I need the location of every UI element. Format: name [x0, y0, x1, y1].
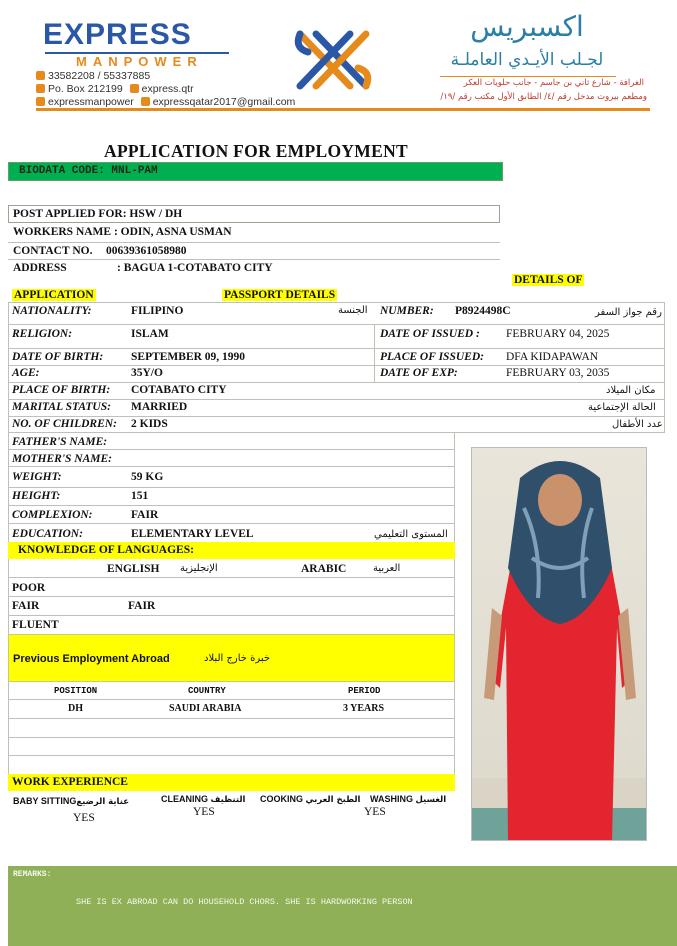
complexion-label: COMPLEXION: — [12, 509, 93, 521]
skill-label: WASHING — [370, 794, 414, 804]
marital-ar: الحالة الإجتماعية — [588, 402, 656, 413]
children-value: 2 KIDS — [131, 418, 168, 430]
divider — [454, 559, 455, 634]
skill-babysitting-value: YES — [73, 812, 95, 824]
lang-arabic-ar: العربية — [373, 563, 401, 574]
age-value: 35Y/O — [131, 367, 163, 379]
post-applied: POST APPLIED FOR: HSW / DH — [13, 208, 183, 220]
col-period: PERIOD — [348, 686, 381, 696]
divider — [8, 382, 665, 383]
divider — [664, 302, 665, 432]
remarks-label: REMARKS: — [13, 870, 52, 879]
instagram-handle[interactable]: expressmanpower — [48, 96, 134, 108]
skill-cleaning — [161, 794, 245, 805]
height-label: HEIGHT: — [12, 490, 61, 502]
instagram-icon — [36, 97, 45, 106]
header-divider — [36, 108, 650, 111]
divider — [8, 348, 665, 349]
divider — [454, 682, 455, 774]
father-label: FATHER'S NAME: — [12, 436, 108, 448]
education-value: ELEMENTARY LEVEL — [131, 528, 254, 540]
issued-date-value: FEBRUARY 04, 2025 — [506, 328, 610, 340]
divider — [8, 466, 455, 467]
exp-label: DATE OF EXP: — [380, 367, 458, 379]
company-header — [0, 0, 677, 120]
social-line — [36, 96, 295, 108]
biodata-code: BIODATA CODE: MNL-PAM — [19, 165, 158, 177]
email-address[interactable]: expressqatar2017@gmail.com — [152, 96, 296, 108]
passport-number-label: NUMBER: — [380, 305, 434, 317]
pobox-line — [36, 83, 194, 95]
level-fluent: FLUENT — [12, 619, 59, 631]
lang-english: ENGLISH — [107, 563, 160, 575]
brand-subtitle-ar: لجـلب الأيـدي العاملـة — [450, 50, 604, 70]
english-fair-value: FAIR — [128, 600, 156, 612]
skill-label: CLEANING — [161, 794, 208, 804]
education-ar: المستوى التعليمي — [374, 529, 448, 540]
languages-heading-bar — [8, 542, 455, 559]
mother-label: MOTHER'S NAME: — [12, 453, 113, 465]
dob-value: SEPTEMBER 09, 1990 — [131, 351, 246, 363]
divider — [8, 324, 665, 325]
divider — [8, 682, 9, 774]
skill-cleaning-value: YES — [193, 806, 215, 818]
email-icon — [141, 97, 150, 106]
phone-numbers: 33582208 / 55337885 — [48, 70, 151, 82]
address-ar-line2: ومطعم بيروت مدخل رقم /٤/ الطابق الأول مكتب رقم /١٩/ — [440, 92, 647, 102]
religion-value: ISLAM — [131, 328, 169, 340]
divider — [8, 399, 665, 400]
divider — [8, 718, 455, 719]
dob-label: DATE OF BIRTH: — [12, 351, 104, 363]
biodata-bar — [8, 162, 503, 181]
passport-details-label: PASSPORT DETAILS — [224, 289, 336, 301]
weight-label: WEIGHT: — [12, 471, 62, 483]
lang-arabic: ARABIC — [301, 563, 347, 575]
divider — [8, 505, 455, 506]
level-fair: FAIR — [12, 600, 40, 612]
skill-label-ar: الغسيل — [415, 795, 447, 805]
applicant-figure-icon — [472, 448, 647, 841]
pob-value: COTABATO CITY — [131, 384, 227, 396]
work-heading: WORK EXPERIENCE — [12, 776, 128, 788]
languages-heading: KNOWLEDGE OF LANGUAGES: — [18, 544, 194, 556]
workers-name: WORKERS NAME : ODIN, ASNA USMAN — [13, 226, 232, 238]
remarks-panel — [8, 866, 677, 946]
divider — [8, 416, 665, 417]
age-label: AGE: — [12, 367, 40, 379]
skill-label-ar: التنظيف — [210, 795, 246, 805]
facebook-handle[interactable]: express.qtr — [141, 83, 194, 95]
divider — [8, 449, 455, 450]
divider — [8, 487, 455, 488]
height-value: 151 — [131, 490, 149, 502]
marital-label: MARITAL STATUS: — [12, 401, 111, 413]
facebook-icon — [130, 84, 139, 93]
children-label: NO. OF CHILDREN: — [12, 418, 117, 430]
divider — [8, 737, 455, 738]
skill-babysitting — [13, 796, 129, 807]
nationality-label: NATIONALITY: — [12, 305, 92, 317]
skill-label-ar: الطبخ العربي — [305, 795, 361, 805]
address-ar-line1: الغرافة - شارع ثاني بن جاسم - جانب حلويات العكر — [463, 78, 644, 88]
applicant-photo — [471, 447, 647, 841]
skill-label: BABY SITTING — [13, 796, 77, 806]
skill-washing-value: YES — [364, 806, 386, 818]
passport-number-value: P8924498C — [455, 305, 511, 317]
complexion-value: FAIR — [131, 509, 159, 521]
mail-icon — [36, 84, 45, 93]
skill-cooking — [260, 794, 360, 805]
level-poor: POOR — [12, 582, 46, 594]
employment-row-country: SAUDI ARABIA — [169, 703, 242, 714]
divider — [8, 577, 455, 578]
employment-heading-bar — [8, 634, 455, 682]
pob-ar: مكان الميلاد — [606, 385, 656, 396]
nationality-ar: الجنسة — [338, 305, 368, 316]
issued-place-value: DFA KIDAPAWAN — [506, 351, 599, 363]
divider — [8, 302, 665, 303]
divider — [8, 596, 455, 597]
education-label: EDUCATION: — [12, 528, 83, 540]
work-heading-bar — [8, 774, 455, 791]
company-logo-icon — [290, 20, 376, 102]
exp-value: FEBRUARY 03, 2035 — [506, 367, 610, 379]
employment-row-period: 3 YEARS — [343, 703, 385, 714]
employment-heading-ar: خبرة خارج البلاد — [204, 653, 271, 664]
weight-value: 59 KG — [131, 471, 164, 483]
employment-row-position: DH — [68, 703, 83, 714]
divider — [374, 324, 375, 382]
address-value: : BAGUA 1-COTABATO CITY — [117, 262, 273, 274]
col-country: COUNTRY — [188, 686, 226, 696]
col-position: POSITION — [54, 686, 98, 696]
application-label: APPLICATION — [14, 289, 94, 301]
divider — [8, 755, 455, 756]
phone-icon — [36, 71, 45, 80]
divider — [8, 242, 500, 243]
marital-value: MARRIED — [131, 401, 188, 413]
divider — [8, 302, 9, 432]
remarks-text: SHE IS EX ABROAD CAN DO HOUSEHOLD CHORS. SHE IS HARDWORKING PERSON — [76, 897, 413, 907]
contact-label: CONTACT NO. — [13, 245, 93, 257]
religion-label: RELIGION: — [12, 328, 73, 340]
po-box: Po. Box 212199 — [48, 83, 123, 95]
brand-name-en: EXPRESS — [43, 18, 192, 51]
lang-english-ar: الإنجليزية — [180, 563, 218, 574]
divider — [8, 523, 455, 524]
brand-subtitle-en: MANPOWER — [76, 54, 203, 69]
divider — [8, 559, 9, 634]
details-of-label: DETAILS OF — [514, 274, 583, 286]
address-label: ADDRESS — [13, 262, 67, 274]
skill-washing — [370, 794, 446, 805]
divider — [8, 365, 665, 366]
issued-date-label: DATE OF ISSUED : — [380, 328, 480, 340]
issued-place-label: PLACE OF ISSUED: — [380, 351, 484, 363]
nationality-value: FILIPINO — [131, 305, 184, 317]
brand-name-ar: اكسبريس — [470, 10, 584, 43]
contact-value: 00639361058980 — [106, 245, 187, 257]
children-ar: عدد الأطفال — [612, 419, 663, 430]
brand-ar-underline — [440, 76, 616, 77]
pob-label: PLACE OF BIRTH: — [12, 384, 111, 396]
skill-label-ar: عناية الرضيع — [76, 797, 129, 807]
employment-heading: Previous Employment Abroad — [13, 653, 170, 665]
divider — [8, 259, 500, 260]
skill-label: COOKING — [260, 794, 304, 804]
divider — [8, 615, 455, 616]
page-title: APPLICATION FOR EMPLOYMENT — [104, 141, 409, 161]
phone-line — [36, 70, 150, 82]
passport-number-ar: رقم جواز السفر — [595, 307, 662, 318]
divider — [8, 699, 455, 700]
